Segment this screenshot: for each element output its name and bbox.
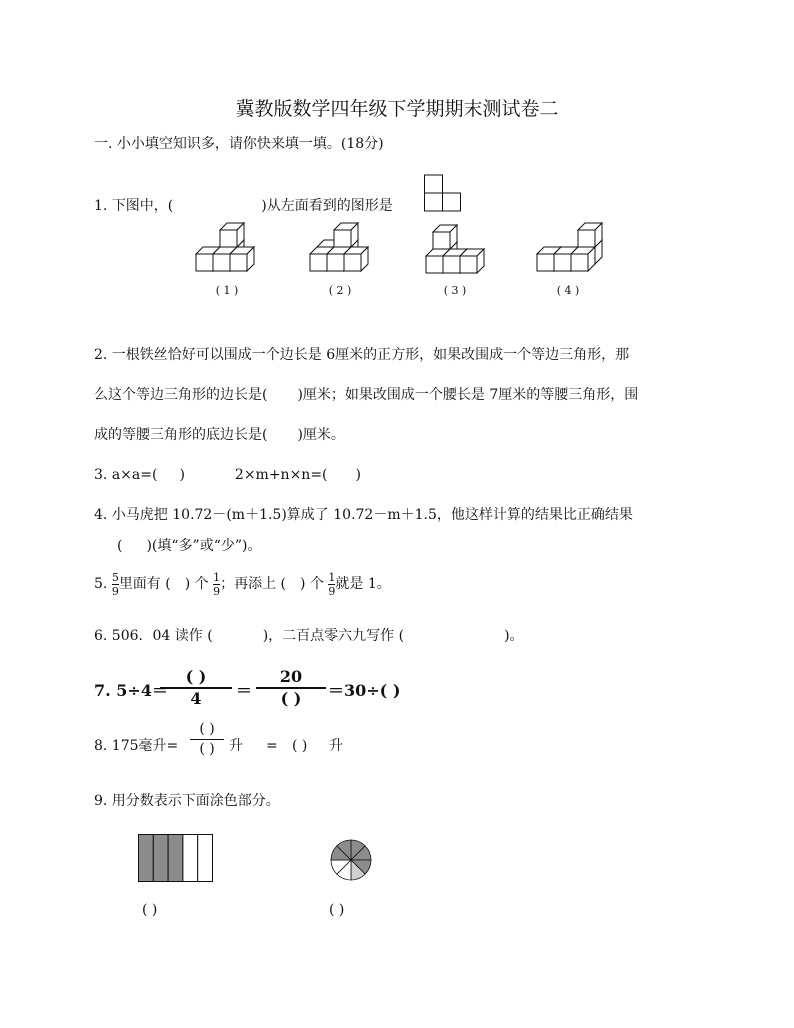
q3-part-b-end: ) [355,467,361,483]
q5-text: 里面有 ( [118,576,171,592]
q3-part-a: a×a=( [111,467,158,483]
question-2-line3 [94,425,345,445]
page-title: 冀教版数学四年级下学期期末测试卷二 [235,98,559,120]
q4-text: )(填“多”或“少”)。 [146,538,262,554]
q7-equals: ＝ [236,681,253,700]
q3-part-a-end: ) [179,467,185,483]
q6-text: 6. 506．04 读作 ( [94,628,213,644]
q2-text: )厘米。 [297,427,345,443]
q8-unit-1: 升 [229,738,243,754]
figure-caption: ( 1 ) [215,284,239,297]
cube [578,223,602,247]
q5-text: ) 个 [300,576,324,592]
q7-f1-bottom: 4 [190,689,202,708]
question-4-line1: 4. 小马虎把 10.72－(m＋1.5)算成了 10.72－m＋1.5，他这样计算的结果比正确结果 [94,507,633,523]
fraction: $\frac{1}{9}$ [213,570,221,598]
shaded-part [153,835,168,882]
q3-part-b: 2×m+n×n=( [234,467,328,483]
q7-fraction-2 [256,667,326,709]
q6-text: )。 [504,628,524,644]
question-2-line2 [94,385,638,405]
q2-text: )厘米；如果改围成一个腰长是 7厘米的等腰三角形，围 [297,387,639,403]
unshaded-part [183,835,198,882]
q1-post: )从左面看到的图形是 [261,198,393,214]
unshaded-part [198,835,213,882]
q1-pre: 下图中，( [111,198,174,214]
figure-caption: ( 4 ) [556,284,580,297]
q8-f-top[interactable]: ( ) [199,721,215,737]
cube [334,223,358,247]
q7-tail: ＝30÷( ) [328,681,401,700]
cube [571,247,595,271]
question-3 [94,465,361,485]
question-8-lead: 8. 175毫升= [94,738,179,754]
q9-answer-1[interactable]: ( ) [142,902,158,918]
q9-answer-2[interactable]: ( ) [329,902,345,918]
q7-f2-top: 20 [279,667,303,686]
q8-f-bottom[interactable]: ( ) [199,741,215,757]
q8-unit-2: 升 [329,738,343,754]
q8-equals: = [266,738,278,754]
q5-text: ) 个 [184,576,209,592]
q2-text: 成的等腰三角形的底边长是( [94,427,268,443]
fraction: $\frac{5}{9}$ [111,570,119,598]
q5-number: 5. [94,576,108,592]
q4-text: ( [117,538,123,554]
fraction: $\frac{1}{9}$ [328,570,336,598]
question-4-line2 [117,536,261,556]
q7-fraction-1 [160,667,232,709]
cube-figures [0,0,794,300]
q7-f2-bottom[interactable]: ( ) [280,689,302,708]
shaded-rectangle-figure [138,834,212,882]
cube [230,247,254,271]
figure-caption: ( 3 ) [443,284,467,297]
q5-text: ；再添上 ( [220,576,287,592]
cube [220,223,244,247]
cube [460,249,484,273]
section-heading: 一. 小小填空知识多，请你快来填一填。(18分) [94,136,384,152]
q6-text: )，二百点零六九写作 ( [262,628,405,644]
q3-number: 3. [94,467,108,483]
q8-fraction [190,722,224,759]
question-2-line1: 2. 一根铁丝恰好可以围成一个边长是 6厘米的正方形，如果改围成一个等边三角形，那 [94,347,630,363]
figure-caption: ( 2 ) [328,284,352,297]
cube [433,225,457,249]
q7-f1-top[interactable]: ( ) [185,667,207,686]
shaded-circle-figure [329,838,373,882]
question-7-lead: 7. 5÷4＝ [94,681,168,700]
q8-blank[interactable]: ( ) [292,738,308,754]
q5-text: 就是 1。 [335,576,391,592]
question-9: 9. 用分数表示下面涂色部分。 [94,793,280,809]
q2-text: 么这个等边三角形的边长是( [94,387,268,403]
shaded-part [168,835,183,882]
q1-number: 1. [94,198,108,214]
shaded-part [139,835,154,882]
question-5 [94,570,391,598]
cube [344,247,368,271]
question-6 [94,626,524,646]
